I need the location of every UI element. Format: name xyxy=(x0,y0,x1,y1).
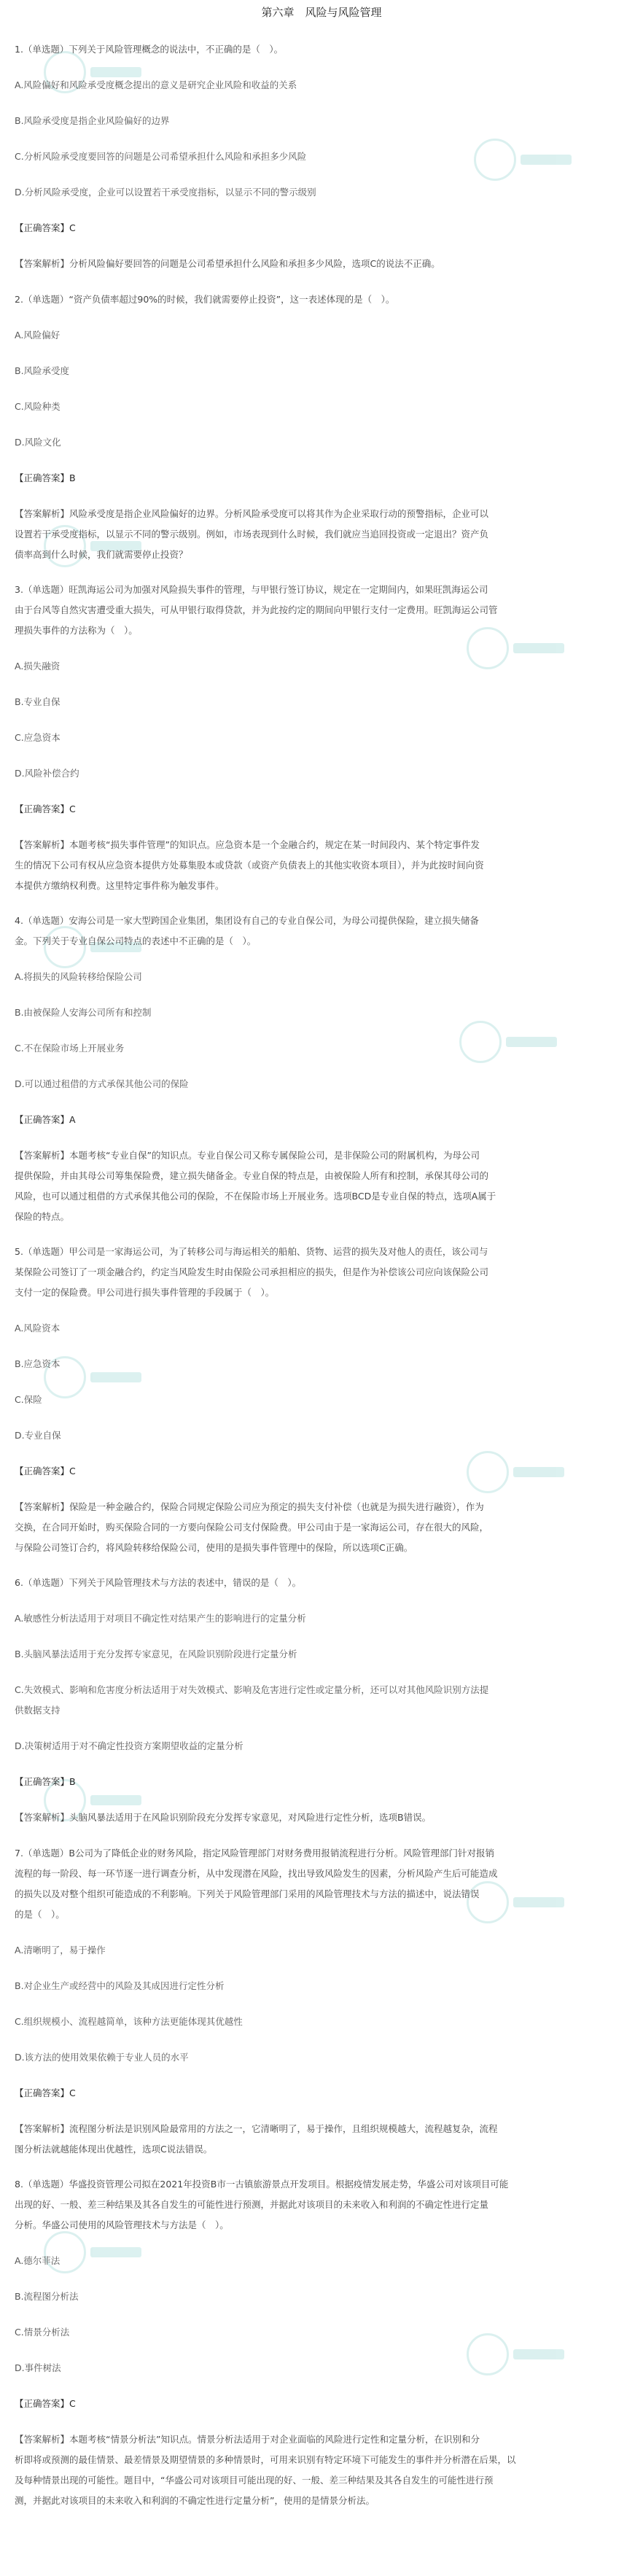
option-c: C.失效模式、影响和危害度分析法适用于对失效模式、影响及危害进行定性或定量分析，还可以对其他风险识别方法提 xyxy=(15,1684,489,1695)
option-a: A.清晰明了，易于操作 xyxy=(15,1945,106,1956)
answer-explanation: 【答案解析】保险是一种金融合约，保险合同规定保险公司应为预定的损失支付补偿（也就是为损失进行融资），作为 xyxy=(15,1501,484,1512)
option-d: D.可以通过租借的方式承保其他公司的保险 xyxy=(15,1078,189,1089)
option-c: C.保险 xyxy=(15,1394,42,1405)
correct-answer: 【正确答案】A xyxy=(15,1114,76,1125)
option-c: C.分析风险承受度要回答的问题是公司希望承担什么风险和承担多少风险 xyxy=(15,151,307,162)
option-d: D.分析风险承受度，企业可以设置若干承受度指标，以显示不同的警示级别 xyxy=(15,187,316,198)
option-d: D.风险文化 xyxy=(15,437,61,448)
option-d: D.事件树法 xyxy=(15,2362,61,2373)
question-1: 1.（单选题）下列关于风险管理概念的说法中，不正确的是（ ）。 xyxy=(15,44,284,55)
answer-explanation: 【答案解析】本题考核“损失事件管理”的知识点。应急资本是一个金融合约，规定在某一时间段内、某个特定事件发 xyxy=(15,839,480,850)
answer-explanation: 保险的特点。 xyxy=(15,1211,70,1222)
correct-answer: 【正确答案】C xyxy=(15,803,76,814)
question-8: 分析。华盛公司使用的风险管理技术与方法是（ ）。 xyxy=(15,2219,229,2230)
option-b: B.风险承受度是指企业风险偏好的边界 xyxy=(15,115,170,126)
answer-explanation: 设置若干承受度指标，以显示不同的警示级别。例如，市场表现到什么时候，我们就应当追回投资或一定退出？资产负 xyxy=(15,529,489,540)
question-4: 4.（单选题）安海公司是一家大型跨国企业集团，集团设有自己的专业自保公司，为母公司提供保险，建立损失储备 xyxy=(15,915,479,926)
answer-explanation: 测，并据此对该项目的未来收入和利润的不确定性进行定量分析”，使用的是情景分析法。 xyxy=(15,2495,375,2506)
question-3: 3.（单选题）旺凯海运公司为加强对风险损失事件的管理，与甲银行签订协议，规定在一定期间内，如果旺凯海运公司 xyxy=(15,584,488,595)
answer-explanation: 交换，在合同开始时，购买保险合同的一方要向保险公司支付保险费。甲公司由于是一家海运公司，存在很大的风险， xyxy=(15,1522,489,1533)
answer-explanation: 图分析法就越能体现出优越性，选项C说法错误。 xyxy=(15,2144,213,2155)
question-2: 2.（单选题）“资产负债率超过90%的时候，我们就需要停止投资”，这一表述体现的是（ ）。 xyxy=(15,294,395,305)
answer-explanation: 【答案解析】头脑风暴法适用于在风险识别阶段充分发挥专家意见，对风险进行定性分析，选项B错误。 xyxy=(15,1812,432,1823)
answer-explanation: 【答案解析】风险承受度是指企业风险偏好的边界。分析风险承受度可以将其作为企业采取行动的预警指标，企业可以 xyxy=(15,508,489,519)
answer-explanation: 风险，也可以通过租借的方式承保其他公司的保险，不在保险市场上开展业务。选项BCD是专业自保的特点，选项A属于 xyxy=(15,1191,496,1202)
option-d: D.该方法的使用效果依赖于专业人员的水平 xyxy=(15,2052,189,2063)
option-a: A.将损失的风险转移给保险公司 xyxy=(15,971,142,982)
question-3: 由于台风等自然灾害遭受重大损失，可从甲银行取得贷款，并为此按约定的期间向甲银行支付一定费用。旺凯海运公司管 xyxy=(15,604,498,615)
option-a: A.损失融资 xyxy=(15,661,61,672)
answer-explanation: 【答案解析】分析风险偏好要回答的问题是公司希望承担什么风险和承担多少风险，选项C的说法不正确。 xyxy=(15,258,440,269)
option-b: B.流程图分析法 xyxy=(15,2291,79,2302)
option-b: B.头脑风暴法适用于充分发挥专家意见，在风险识别阶段进行定量分析 xyxy=(15,1649,297,1659)
option-c: C.组织规模小、流程越简单，该种方法更能体现其优越性 xyxy=(15,2016,243,2027)
option-a: A.德尔菲法 xyxy=(15,2255,61,2266)
option-c: C.不在保险市场上开展业务 xyxy=(15,1043,125,1054)
question-6: 6.（单选题）下列关于风险管理技术与方法的表述中，错误的是（ ）。 xyxy=(15,1577,302,1588)
correct-answer: 【正确答案】B xyxy=(15,1776,76,1787)
answer-explanation: 与保险公司签订合约，将风险转移给保险公司，使用的是损失事件管理中的保险，所以选项C正确。 xyxy=(15,1542,413,1553)
option-c: C.情景分析法 xyxy=(15,2327,70,2338)
correct-answer: 【正确答案】C xyxy=(15,2398,76,2409)
question-5: 5.（单选题）甲公司是一家海运公司，为了转移公司与海运相关的船舶、货物、运营的损失及对他人的责任，该公司与 xyxy=(15,1246,488,1257)
page-title: 第六章 风险与风险管理 xyxy=(261,6,382,19)
option-b: B.专业自保 xyxy=(15,696,61,707)
answer-explanation: 析即将或预测的最佳情景、最差情景及期望情景的多种情景时，可用来识别有特定环境下可能发生的事件并分析潜在后果，以 xyxy=(15,2454,516,2465)
option-d: D.风险补偿合约 xyxy=(15,768,79,779)
option-a: A.风险偏好和风险承受度概念提出的意义是研究企业风险和收益的关系 xyxy=(15,79,297,90)
option-b: B.对企业生产或经营中的风险及其成因进行定性分析 xyxy=(15,1980,225,1991)
question-8: 8.（单选题）华盛投资管理公司拟在2021年投资B市一古镇旅游景点开发项目。根据疫情发展走势，华盛公司对该项目可能 xyxy=(15,2179,509,2190)
question-8: 出现的好、一般、差三种结果及其各自发生的可能性进行预测，并据此对该项目的未来收入和利润的不确定性进行定量 xyxy=(15,2199,489,2210)
option-d: D.决策树适用于对不确定性投资方案期望收益的定量分析 xyxy=(15,1740,243,1751)
question-4: 金。下列关于专业自保公司特点的表述中不正确的是（ ）。 xyxy=(15,935,257,946)
option-b: B.由被保险人安海公司所有和控制 xyxy=(15,1007,152,1018)
answer-explanation: 【答案解析】流程图分析法是识别风险最常用的方法之一，它清晰明了，易于操作，且组织规模越大，流程越复杂，流程 xyxy=(15,2123,498,2134)
correct-answer: 【正确答案】B xyxy=(15,472,76,483)
option-a: A.敏感性分析法适用于对项目不确定性对结果产生的影响进行的定量分析 xyxy=(15,1613,306,1624)
question-7: 7.（单选题）B公司为了降低企业的财务风险，指定风险管理部门对财务费用报销流程进行分析。风险管理部门针对报销 xyxy=(15,1848,495,1859)
answer-explanation: 【答案解析】本题考核“情景分析法”知识点。情景分析法适用于对企业面临的风险进行定性和定量分析，在识别和分 xyxy=(15,2434,480,2445)
option-a: A.风险偏好 xyxy=(15,330,61,341)
option-b: B.应急资本 xyxy=(15,1358,61,1369)
option-d: D.专业自保 xyxy=(15,1430,61,1441)
question-3: 理损失事件的方法称为（ ）。 xyxy=(15,625,138,636)
question-7: 流程的每一阶段、每一环节逐一进行调查分析，从中发现潜在风险，找出导致风险发生的因素，分析风险产生后可能造成 xyxy=(15,1868,498,1879)
answer-explanation: 债率高到什么时候，我们就需要停止投资？ xyxy=(15,549,188,560)
answer-explanation: 本提供方缴纳权利费。这里特定事件称为触发事件。 xyxy=(15,880,225,891)
question-7: 的是（ ）。 xyxy=(15,1909,65,1920)
question-5: 支付一定的保险费。甲公司进行损失事件管理的手段属于（ ）。 xyxy=(15,1287,275,1298)
question-5: 某保险公司签订了一项金融合约，约定当风险发生时由保险公司承担相应的损失，但是作为补偿该公司应向该保险公司 xyxy=(15,1266,489,1277)
option-a: A.风险资本 xyxy=(15,1323,61,1334)
correct-answer: 【正确答案】C xyxy=(15,2087,76,2098)
correct-answer: 【正确答案】C xyxy=(15,222,76,233)
option-c: C.风险种类 xyxy=(15,401,61,412)
option-c: C.应急资本 xyxy=(15,732,61,743)
option-b: B.风险承受度 xyxy=(15,365,70,376)
correct-answer: 【正确答案】C xyxy=(15,1466,76,1476)
answer-explanation: 及每种情景出现的可能性。题目中，“华盛公司对该项目可能出现的好、一般、差三种结果及其各自发生的可能性进行预 xyxy=(15,2475,494,2486)
answer-explanation: 【答案解析】本题考核“专业自保”的知识点。专业自保公司又称专属保险公司，是非保险公司的附属机构，为母公司 xyxy=(15,1150,480,1161)
answer-explanation: 提供保险，并由其母公司筹集保险费，建立损失储备金。专业自保的特点是，由被保险人所有和控制，承保其母公司的 xyxy=(15,1170,489,1181)
answer-explanation: 生的情况下公司有权从应急资本提供方处募集股本或贷款（或资产负债表上的其他实收资本项目），并为此按时间向资 xyxy=(15,860,484,871)
question-7: 的损失以及对整个组织可能造成的不利影响。下列关于风险管理部门采用的风险管理技术与方法的描述中，说法错误 xyxy=(15,1888,480,1899)
option-c: 供数据支持 xyxy=(15,1705,61,1716)
